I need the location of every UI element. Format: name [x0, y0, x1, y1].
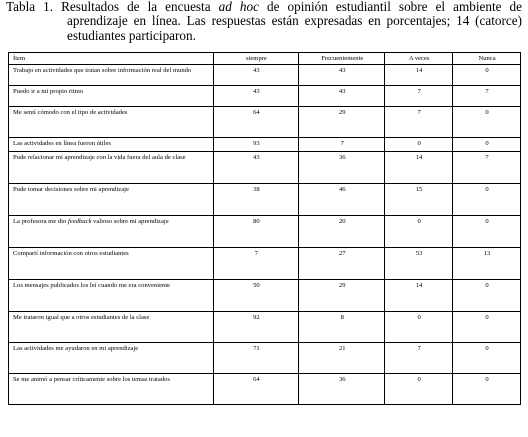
table-row: [9, 184, 521, 216]
nunca-cell: 7: [453, 152, 521, 184]
header-nunca: Nunca: [453, 53, 521, 65]
nunca-cell: 0: [453, 343, 521, 374]
item-cell: Pude tomar decisiones sobre mi aprendizaje: [9, 184, 214, 216]
table-row: [9, 138, 521, 152]
a-veces-cell: 7: [385, 107, 453, 138]
table-row: [9, 248, 521, 280]
header-item: Ítem: [9, 53, 214, 65]
table-caption: [6, 0, 522, 43]
siempre-cell: 7: [213, 248, 299, 280]
a-veces-cell: 0: [385, 312, 453, 343]
item-cell: Compartí información con otros estudiantes: [9, 248, 214, 280]
nunca-cell: 0: [453, 107, 521, 138]
nunca-cell: 0: [453, 65, 521, 86]
table-header-row: [9, 53, 521, 65]
frecuentemente-cell: 43: [299, 65, 385, 86]
frecuentemente-cell: 8: [299, 312, 385, 343]
survey-results-table: [8, 52, 521, 405]
a-veces-cell: 53: [385, 248, 453, 280]
nunca-cell: 0: [453, 138, 521, 152]
caption-emphasis: ad hoc: [218, 0, 259, 14]
caption-text: de opinión estudiantil sobre el ambiente de: [258, 0, 523, 14]
frecuentemente-cell: 29: [299, 280, 385, 312]
siempre-cell: 43: [213, 65, 299, 86]
nunca-cell: 13: [453, 248, 521, 280]
item-cell: Me sentí cómodo con el tipo de actividades: [9, 107, 214, 138]
table-row: [9, 107, 521, 138]
frecuentemente-cell: 46: [299, 184, 385, 216]
table-row: [9, 86, 521, 107]
a-veces-cell: 14: [385, 152, 453, 184]
header-a-veces: A veces: [385, 53, 453, 65]
a-veces-cell: 0: [385, 216, 453, 248]
a-veces-cell: 15: [385, 184, 453, 216]
table-row: [9, 343, 521, 374]
table-row: [9, 280, 521, 312]
frecuentemente-cell: 21: [299, 343, 385, 374]
caption-line-1: [6, 0, 522, 14]
table-row: [9, 65, 521, 86]
table-row: [9, 216, 521, 248]
nunca-cell: 7: [453, 86, 521, 107]
frecuentemente-cell: 36: [299, 374, 385, 405]
caption-text: Tabla 1. Resultados de la encuesta: [6, 0, 219, 14]
table-row: [9, 374, 521, 405]
siempre-cell: 64: [213, 107, 299, 138]
nunca-cell: 0: [453, 280, 521, 312]
item-cell: Me trataron igual que a otros estudiantes de la clase: [9, 312, 214, 343]
table-row: [9, 312, 521, 343]
item-cell: Trabajo en actividades que tratan sobre información real del mundo: [9, 65, 214, 86]
item-emphasis: feedback: [67, 218, 92, 225]
header-frecuentemente: Frecuentemente: [299, 53, 385, 65]
nunca-cell: 0: [453, 184, 521, 216]
nunca-cell: 0: [453, 374, 521, 405]
siempre-cell: 38: [213, 184, 299, 216]
table-row: [9, 152, 521, 184]
a-veces-cell: 14: [385, 280, 453, 312]
nunca-cell: 0: [453, 216, 521, 248]
item-cell: Pude relacionar mi aprendizaje con la vida fuera del aula de clase: [9, 152, 214, 184]
caption-line-2: aprendizaje en línea. Las respuestas están expresadas en porcentajes; 14 (catorce): [67, 13, 522, 29]
frecuentemente-cell: 29: [299, 107, 385, 138]
item-cell: [9, 216, 214, 248]
a-veces-cell: 0: [385, 374, 453, 405]
item-text: La profesora me dio: [13, 218, 68, 225]
siempre-cell: 71: [213, 343, 299, 374]
frecuentemente-cell: 20: [299, 216, 385, 248]
frecuentemente-cell: 7: [299, 138, 385, 152]
item-cell: Puedo ir a mi propio ritmo: [9, 86, 214, 107]
item-text: valioso sobre mi aprendizaje: [91, 218, 169, 225]
siempre-cell: 64: [213, 374, 299, 405]
a-veces-cell: 0: [385, 138, 453, 152]
header-siempre: siempre: [213, 53, 299, 65]
frecuentemente-cell: 36: [299, 152, 385, 184]
a-veces-cell: 14: [385, 65, 453, 86]
a-veces-cell: 7: [385, 343, 453, 374]
siempre-cell: 50: [213, 280, 299, 312]
item-cell: Los mensajes publicados los leí cuando me era conveniente: [9, 280, 214, 312]
siempre-cell: 43: [213, 86, 299, 107]
caption-line-3: estudiantes participaron.: [67, 27, 196, 43]
a-veces-cell: 7: [385, 86, 453, 107]
siempre-cell: 80: [213, 216, 299, 248]
siempre-cell: 93: [213, 138, 299, 152]
nunca-cell: 0: [453, 312, 521, 343]
siempre-cell: 92: [213, 312, 299, 343]
frecuentemente-cell: 43: [299, 86, 385, 107]
item-cell: Se me animó a pensar críticamente sobre los temas tratados: [9, 374, 214, 405]
item-cell: Las actividades en línea fueron útiles: [9, 138, 214, 152]
frecuentemente-cell: 27: [299, 248, 385, 280]
siempre-cell: 43: [213, 152, 299, 184]
item-cell: Las actividades me ayudaron en mi aprendizaje: [9, 343, 214, 374]
